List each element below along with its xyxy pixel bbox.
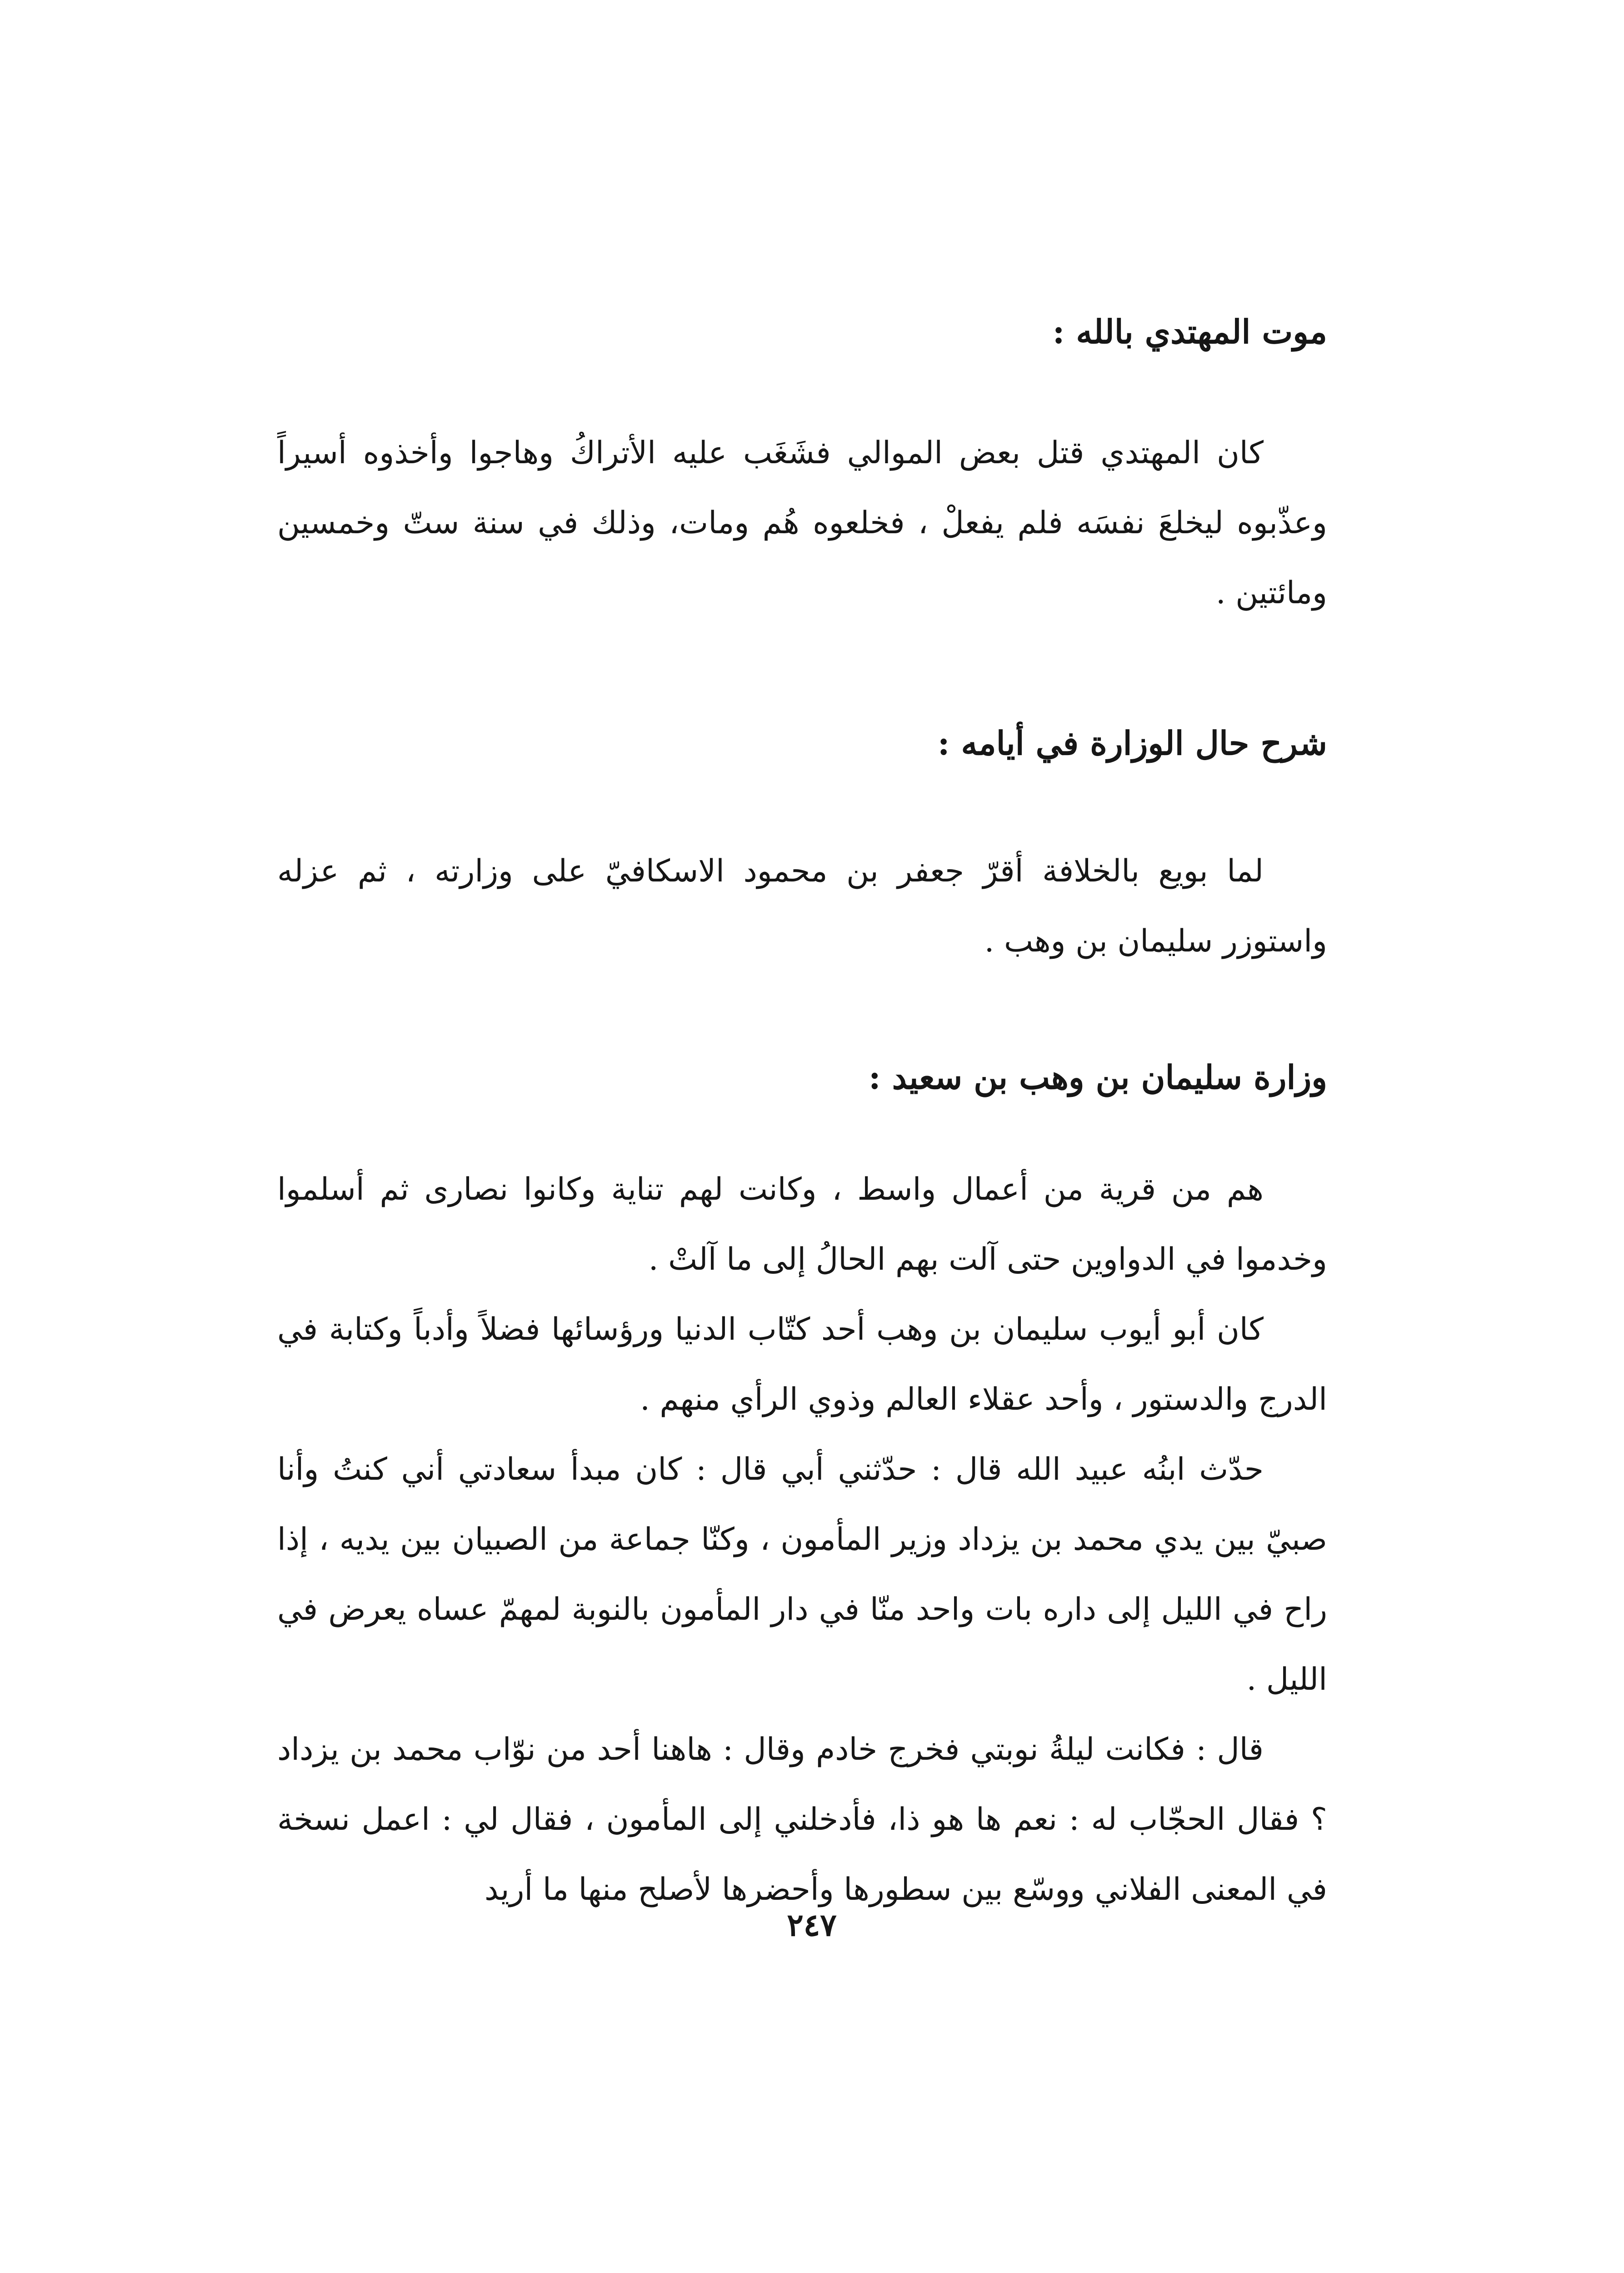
paragraph: هم من قرية من أعمال واسط ، وكانت لهم تناية وكانوا نصارى ثم أسلموا وخدموا في الدواوين حتى آلت بهم الحالُ إلى ما آلتْ . (277, 1172, 1327, 1277)
section-heading-vizierate-sulayman: وزارة سليمان بن وهب بن سعيد : (868, 1058, 1327, 1096)
paragraph: لما بويع بالخلافة أقرّ جعفر بن محمود الاسكافيّ على وزارته ، ثم عزله واستوزر سليمان بن وهب . (277, 853, 1327, 959)
page-number: ٢٤٧ (787, 1907, 837, 1943)
paragraph: حدّث ابنُه عبيد الله قال : حدّثني أبي قال : كان مبدأ سعادتي أني كنتُ وأنا صبيّ بين يدي محمد بن يزداد وزير المأمون ، وكنّا جماعة من الصبيان بين يديه ، إذا راح في الليل إلى داره بات واحد منّا في دار المأمون بالنوبة لمهمّ عساه يعرض في الليل . (277, 1452, 1327, 1697)
paragraph: كان أبو أيوب سليمان بن وهب أحد كتّاب الدنيا ورؤسائها فضلاً وأدباً وكتابة في الدرج والدستور ، وأحد عقلاء العالم وذوي الرأي منهم . (277, 1312, 1327, 1417)
section-body-death-of-muhtadi (277, 418, 1327, 628)
section-heading-vizierate-state: شرح حال الوزارة في أيامه : (937, 724, 1327, 762)
section-body-vizierate-sulayman (277, 1155, 1327, 1925)
paragraph: كان المهتدي قتل بعض الموالي فشَغَب عليه الأتراكُ وهاجوا وأخذوه أسيراً وعذّبوه ليخلعَ نفسَه فلم يفعلْ ، فخلعوه هُم ومات، وذلك في سنة ستّ وخمسين ومائتين . (277, 435, 1327, 611)
paragraph: قال : فكانت ليلةُ نوبتي فخرج خادم وقال : هاهنا أحد من نوّاب محمد بن يزداد ؟ فقال الحجّاب له : نعم ها هو ذا، فأدخلني إلى المأمون ، فقال لي : اعمل نسخة في المعنى الفلاني ووسّع بين سطورها وأحضرها لأصلح منها ما أريد (277, 1732, 1327, 1908)
section-heading-death-of-muhtadi: موت المهتدي بالله : (1052, 312, 1327, 351)
section-body-vizierate-state (277, 836, 1327, 976)
